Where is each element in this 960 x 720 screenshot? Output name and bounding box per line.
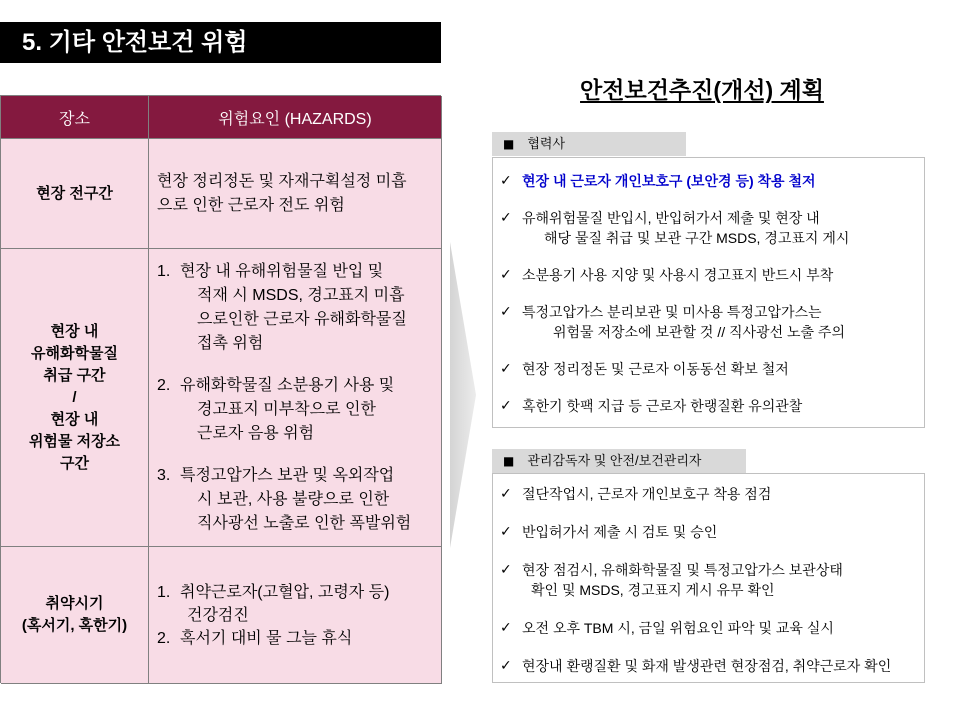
location-line: 취약시기	[45, 595, 104, 612]
check-icon: ✓	[500, 210, 512, 226]
hazard-line: 특정고압가스 보관 및 옥외작업	[180, 466, 395, 484]
header-location: 장소	[1, 96, 149, 139]
check-icon: ✓	[500, 620, 512, 636]
plan-item-text	[522, 265, 833, 285]
plan-item	[500, 656, 924, 676]
hazard-item	[157, 581, 441, 627]
check-icon: ✓	[500, 267, 512, 283]
group-tab	[492, 132, 686, 156]
plan-item-line: 확인 및 MSDS, 경고표지 게시 유무 확인	[531, 582, 775, 598]
group-label: 협력사	[527, 136, 566, 151]
hazard-line: 현장 내 유해위험물질 반입 및	[180, 262, 384, 280]
plan-item	[500, 560, 924, 600]
hazard-line: 시 보관, 사용 불량으로 인한	[197, 490, 390, 508]
section-title: 5. 기타 안전보건 위험	[0, 22, 441, 63]
hazard-line: 접촉 위험	[197, 334, 264, 352]
location-cell	[1, 547, 149, 684]
hazard-line: 으로 인한 근로자 전도 위험	[157, 196, 345, 214]
plan-item-line: 절단작업시, 근로자 개인보호구 착용 점검	[522, 486, 772, 502]
check-icon: ✓	[500, 398, 512, 414]
location-cell	[1, 139, 149, 249]
location-line: 현장 내	[50, 410, 99, 428]
plan-item-line: 현장내 환랭질환 및 화재 발생관련 현장점검, 취약근로자 확인	[522, 658, 892, 674]
square-bullet-icon: ■	[503, 454, 515, 468]
plan-item-text	[522, 208, 849, 248]
plan-item-line: 해당 물질 취급 및 보관 구간 MSDS, 경고표지 게시	[544, 230, 850, 246]
location-cell	[1, 249, 149, 547]
hazard-line: 근로자 음용 위험	[197, 424, 315, 442]
hazard-line: 으로인한 근로자 유해화학물질	[197, 310, 407, 328]
hazard-item	[157, 170, 441, 218]
check-icon: ✓	[500, 361, 512, 377]
plan-item-text	[522, 171, 816, 191]
hazard-line: 직사광선 노출로 인한 폭발위험	[197, 514, 412, 532]
hazard-item	[157, 260, 441, 356]
check-icon: ✓	[500, 304, 512, 320]
plan-item-text	[522, 359, 789, 379]
plan-item-text	[522, 560, 843, 600]
hazard-item-text	[180, 374, 394, 446]
group-tab	[492, 449, 746, 473]
check-icon: ✓	[500, 562, 512, 578]
hazard-cell	[149, 249, 442, 547]
location-line: /	[72, 388, 77, 406]
location-line: (혹서기, 혹한기)	[21, 617, 128, 634]
plan-item	[500, 359, 924, 379]
plan-item-line: 특정고압가스 분리보관 및 미사용 특정고압가스는	[522, 304, 822, 320]
plan-item	[500, 484, 924, 504]
plan-box	[492, 157, 925, 428]
hazard-item-text	[157, 170, 407, 218]
square-bullet-icon: ■	[503, 137, 515, 151]
hazard-item-text	[180, 627, 352, 650]
plan-item-text	[522, 522, 717, 542]
plan-item-line: 현장 내 근로자 개인보호구 (보안경 등) 착용 철저	[522, 173, 816, 189]
arrow-wedge-icon	[446, 238, 480, 554]
plan-item-text	[522, 484, 771, 504]
hazard-line: 취약근로자(고혈압, 고령자 등)	[180, 583, 390, 601]
plan-item-line: 혹한기 핫팩 지급 등 근로자 한랭질환 유의관찰	[522, 398, 803, 414]
hazard-item	[157, 627, 441, 650]
plan-item	[500, 208, 924, 248]
check-icon: ✓	[500, 524, 512, 540]
hazard-table	[0, 95, 441, 683]
hazard-line: 경고표지 미부착으로 인한	[197, 400, 376, 418]
check-icon: ✓	[500, 658, 512, 674]
plan-item	[500, 265, 924, 285]
plan-item-line: 현장 정리정돈 및 근로자 이동동선 확보 철저	[522, 361, 789, 377]
location-line: 현장 내	[50, 322, 99, 340]
plan-item	[500, 618, 924, 638]
plan-item	[500, 302, 924, 342]
check-icon: ✓	[500, 173, 512, 189]
hazard-line: 혹서기 대비 물 그늘 휴식	[180, 629, 353, 647]
hazard-cell	[149, 547, 442, 684]
plan-box	[492, 473, 925, 683]
location-line: 취급 구간	[43, 366, 106, 384]
hazard-item	[157, 464, 441, 536]
plan-item-text	[522, 396, 802, 416]
location-line: 유해화학물질	[31, 344, 118, 362]
plan-item-line: 현장 점검시, 유해화학물질 및 특정고압가스 보관상태	[522, 562, 843, 578]
location-line: 위험물 저장소	[28, 432, 121, 450]
hazard-number: 1.	[157, 583, 171, 601]
hazard-number: 3.	[157, 466, 171, 484]
plan-item-line: 오전 오후 TBM 시, 금일 위험요인 파악 및 교육 실시	[522, 620, 834, 636]
location-line: 현장 전구간	[36, 184, 113, 202]
hazard-number: 2.	[157, 629, 171, 647]
hazard-number: 1.	[157, 262, 171, 280]
plan-title: 안전보건추진(개선) 계획	[580, 77, 824, 103]
hazard-line: 건강검진	[187, 606, 249, 624]
hazard-item-text	[180, 581, 389, 627]
plan-item	[500, 171, 924, 191]
header-hazards: 위험요인 (HAZARDS)	[149, 96, 442, 139]
hazard-line: 유해화학물질 소분용기 사용 및	[180, 376, 395, 394]
plan-item	[500, 522, 924, 542]
plan-item-text	[522, 656, 891, 676]
hazard-item	[157, 374, 441, 446]
hazard-cell	[149, 139, 442, 249]
hazard-number: 2.	[157, 376, 171, 394]
location-line: 구간	[60, 454, 89, 472]
hazard-line: 현장 정리정돈 및 자재구획설정 미흡	[157, 172, 407, 190]
hazard-item-text	[180, 464, 411, 536]
plan-item-line: 위험물 저장소에 보관할 것 // 직사광선 노출 주의	[553, 324, 845, 340]
plan-item-line: 반입허가서 제출 시 검토 및 승인	[522, 524, 718, 540]
group-label: 관리감독자 및 안전/보건관리자	[527, 453, 702, 468]
plan-item-line: 유해위험물질 반입시, 반입허가서 제출 및 현장 내	[522, 210, 820, 226]
hazard-line: 적재 시 MSDS, 경고표지 미흡	[197, 286, 405, 304]
plan-item-text	[522, 618, 834, 638]
check-icon: ✓	[500, 486, 512, 502]
plan-item	[500, 396, 924, 416]
plan-item-text	[522, 302, 845, 342]
hazard-item-text	[180, 260, 407, 356]
plan-item-line: 소분용기 사용 지양 및 사용시 경고표지 반드시 부착	[522, 267, 834, 283]
